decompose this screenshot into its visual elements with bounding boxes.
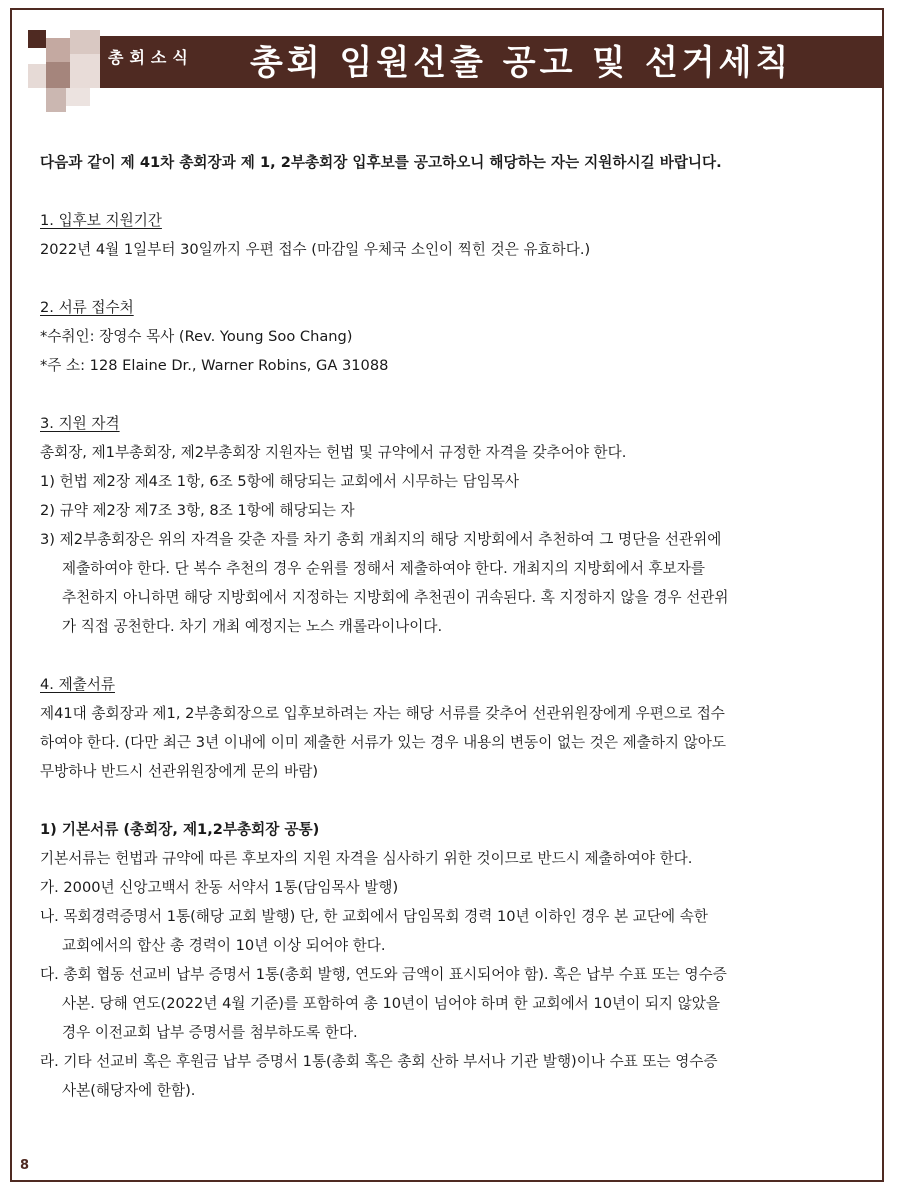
body-line: 제41대 총회장과 제1, 2부총회장으로 입후보하려는 자는 해당 서류를 갖추어 선관위원장에게 우편으로 접수 — [40, 705, 725, 722]
list-item-continued: 교회에서의 합산 총 경력이 10년 이상 되어야 한다. — [62, 937, 386, 954]
list-item: 2) 규약 제2장 제7조 3항, 8조 1항에 해당되는 자 — [40, 502, 355, 519]
list-item: 나. 목회경력증명서 1통(해당 교회 발행) 단, 한 교회에서 담임목회 경력 10년 이하인 경우 본 교단에 속한 — [40, 908, 708, 925]
body-line: *주 소: 128 Elaine Dr., Warner Robins, GA 31088 — [40, 357, 389, 374]
decor-square — [70, 54, 100, 88]
section-heading-office: 2. 서류 접수처 — [40, 299, 134, 316]
page-number: 8 — [20, 1158, 30, 1173]
decor-square — [66, 88, 90, 106]
document-body — [40, 148, 860, 1105]
list-item-continued: 사본. 당해 연도(2022년 4월 기준)를 포함하여 총 10년이 넘어야 하며 한 교회에서 10년이 되지 않았을 — [62, 995, 720, 1012]
list-item: 다. 총회 협동 선교비 납부 증명서 1통(총회 발행, 연도와 금액이 표시되어야 함). 혹은 납부 수표 또는 영수증 — [40, 966, 727, 983]
list-item: 3) 제2부총회장은 위의 자격을 갖춘 자를 차기 총회 개최지의 해당 지방회에서 추천하여 그 명단을 선관위에 — [40, 531, 722, 548]
list-item-continued: 제출하여야 한다. 단 복수 추천의 경우 순위를 정해서 제출하여야 한다. 개최지의 지방회에서 후보자를 — [62, 560, 705, 577]
section-heading-qualification: 3. 지원 자격 — [40, 415, 120, 432]
decor-square — [28, 30, 46, 48]
list-item: 가. 2000년 신앙고백서 찬동 서약서 1통(담임목사 발행) — [40, 879, 399, 896]
list-item: 라. 기타 선교비 혹은 후원금 납부 증명서 1통(총회 혹은 총회 산하 부서나 기관 발행)이나 수표 또는 영수증 — [40, 1053, 718, 1070]
body-line: 하여야 한다. (다만 최근 3년 이내에 이미 제출한 서류가 있는 경우 내용의 변동이 없는 것은 제출하지 않아도 — [40, 734, 726, 751]
section-heading-period: 1. 입후보 지원기간 — [40, 212, 162, 229]
decor-square — [46, 62, 70, 88]
body-line: 무방하나 반드시 선관위원장에게 문의 바람) — [40, 763, 319, 780]
body-line: 총회장, 제1부총회장, 제2부총회장 지원자는 헌법 및 규약에서 규정한 자격을 갖추어야 한다. — [40, 444, 627, 461]
page-title: 총회 임원선출 공고 및 선거세칙 — [250, 43, 793, 83]
list-item-continued: 경우 이전교회 납부 증명서를 첨부하도록 한다. — [62, 1024, 358, 1041]
list-item-continued: 추천하지 아니하면 해당 지방회에서 지정하는 지방회에 추천권이 귀속된다. 혹 지정하지 않을 경우 선관위 — [62, 589, 729, 606]
body-line: *수취인: 장영수 목사 (Rev. Young Soo Chang) — [40, 328, 353, 345]
list-item: 1) 헌법 제2장 제4조 1항, 6조 5항에 해당되는 교회에서 시무하는 담임목사 — [40, 473, 519, 490]
subsection-heading-basic-documents: 1) 기본서류 (총회장, 제1,2부총회장 공통) — [40, 821, 320, 838]
list-item-continued: 사본(해당자에 한함). — [62, 1082, 196, 1099]
section-tag: 총회소식 — [108, 48, 194, 67]
decor-square — [46, 88, 66, 112]
list-item-continued: 가 직접 공천한다. 차기 개최 예정지는 노스 캐롤라이나이다. — [62, 618, 443, 635]
body-line: 기본서류는 헌법과 규약에 따른 후보자의 지원 자격을 심사하기 위한 것이므로 반드시 제출하여야 한다. — [40, 850, 693, 867]
intro-text: 다음과 같이 제 41차 총회장과 제 1, 2부총회장 입후보를 공고하오니 해당하는 자는 지원하시길 바랍니다. — [40, 154, 722, 171]
section-heading-documents: 4. 제출서류 — [40, 676, 115, 693]
body-line: 2022년 4월 1일부터 30일까지 우편 접수 (마감일 우체국 소인이 찍힌 것은 유효하다.) — [40, 241, 591, 258]
decor-square — [70, 30, 100, 54]
decor-square — [28, 64, 46, 88]
decor-square — [46, 38, 70, 62]
